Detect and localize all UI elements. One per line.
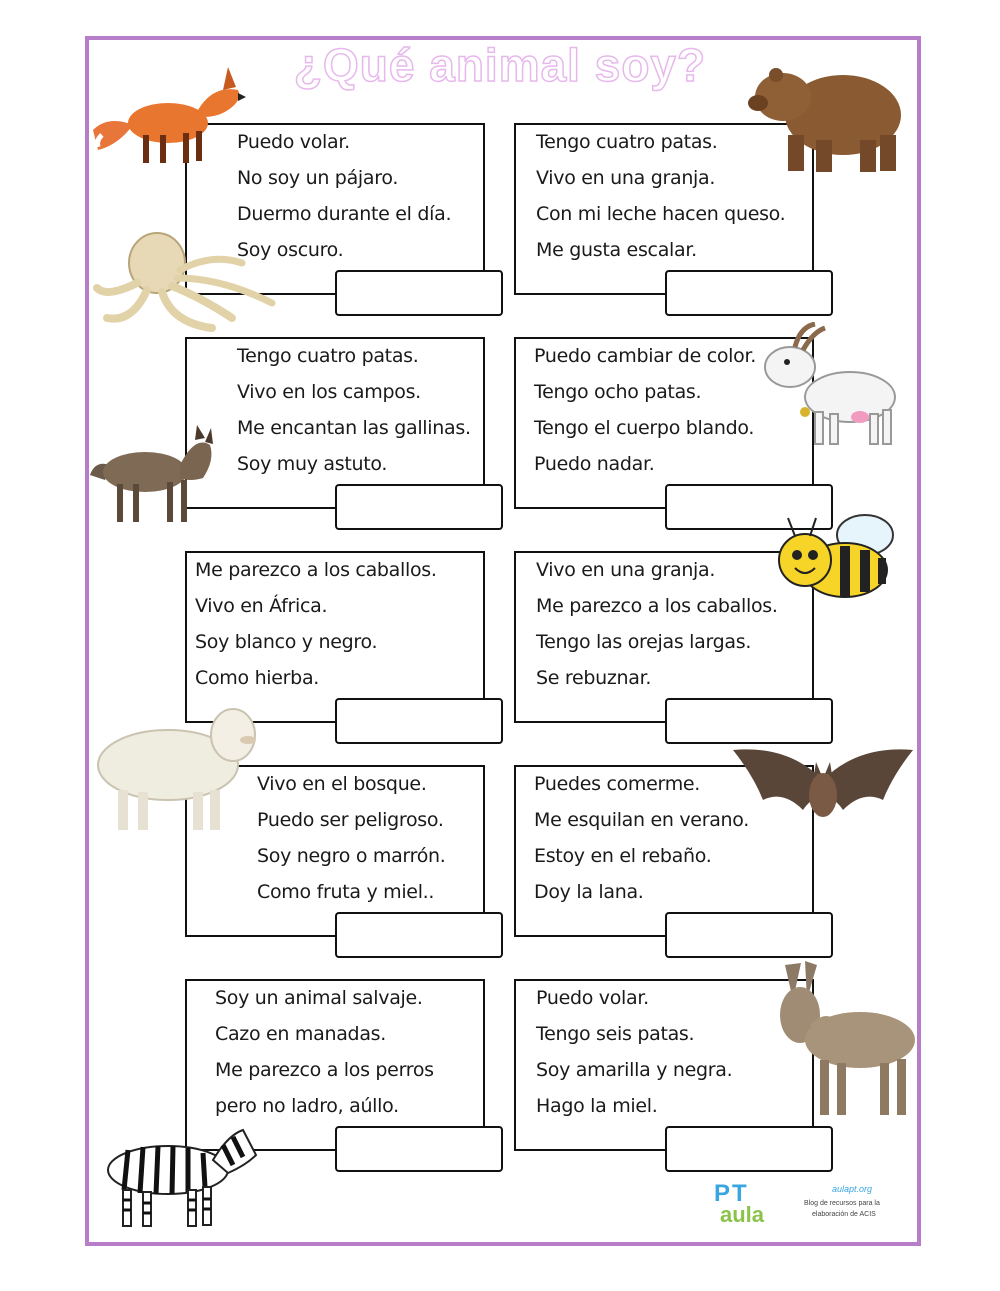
riddle-line: Soy negro o marrón. xyxy=(257,845,446,867)
riddle-line: Como fruta y miel.. xyxy=(257,881,435,903)
riddle-line: Con mi leche hacen queso. xyxy=(536,203,786,225)
bear-icon xyxy=(748,55,908,175)
donkey-icon xyxy=(765,955,925,1120)
zebra-icon xyxy=(88,1115,263,1230)
answer-box-7[interactable] xyxy=(335,912,503,958)
page-title: ¿Qué animal soy? xyxy=(293,39,707,91)
riddle-line: Soy blanco y negro. xyxy=(195,631,378,653)
answer-box-2[interactable] xyxy=(665,270,833,316)
riddle-line: Puedo volar. xyxy=(237,131,350,153)
fox-icon xyxy=(88,55,248,165)
riddle-line: Puedes comerme. xyxy=(534,773,701,795)
riddle-line: Soy muy astuto. xyxy=(237,453,388,475)
answer-box-8[interactable] xyxy=(665,912,833,958)
answer-box-6[interactable] xyxy=(665,698,833,744)
riddle-line: Vivo en una granja. xyxy=(536,167,716,189)
riddle-line: Vivo en una granja. xyxy=(536,559,716,581)
riddle-line: Cazo en manadas. xyxy=(215,1023,386,1045)
answer-box-1[interactable] xyxy=(335,270,503,316)
riddle-line: Vivo en el bosque. xyxy=(257,773,427,795)
riddle-line: Vivo en los campos. xyxy=(237,381,421,403)
riddle-line: Me parezco a los caballos. xyxy=(195,559,437,581)
riddle-line: Tengo ocho patas. xyxy=(534,381,702,403)
riddle-line: No soy un pájaro. xyxy=(237,167,399,189)
riddle-line: Tengo el cuerpo blando. xyxy=(534,417,755,439)
riddle-line: pero no ladro, aúllo. xyxy=(215,1095,399,1117)
riddle-line: Duermo durante el día. xyxy=(237,203,452,225)
riddle-line: Doy la lana. xyxy=(534,881,644,903)
logo-tagline-2: elaboración de ACIS xyxy=(812,1211,876,1218)
logo-word: aula xyxy=(720,1202,765,1227)
riddle-line: Me gusta escalar. xyxy=(536,239,697,261)
riddle-line: Me encantan las gallinas. xyxy=(237,417,471,439)
riddle-line: Soy un animal salvaje. xyxy=(215,987,423,1009)
bat-icon xyxy=(728,740,918,835)
riddle-line: Me parezco a los caballos. xyxy=(536,595,778,617)
riddle-line: Se rebuznar. xyxy=(536,667,652,689)
logo-tagline-1: Blog de recursos para la xyxy=(804,1200,880,1207)
riddle-line: Tengo seis patas. xyxy=(536,1023,695,1045)
riddle-line: Estoy en el rebaño. xyxy=(534,845,712,867)
riddle-line: Tengo las orejas largas. xyxy=(536,631,752,653)
riddle-line: Soy oscuro. xyxy=(237,239,344,261)
riddle-line: Puedo nadar. xyxy=(534,453,655,475)
riddle-line: Vivo en África. xyxy=(195,595,328,617)
riddle-line: Puedo ser peligroso. xyxy=(257,809,444,831)
riddle-line: Puedo cambiar de color. xyxy=(534,345,756,367)
logo-site: aulapt.org xyxy=(832,1184,873,1194)
riddle-line: Hago la miel. xyxy=(536,1095,658,1117)
octopus-icon xyxy=(92,228,282,338)
riddle-line: Me esquilan en verano. xyxy=(534,809,750,831)
riddle-line: Puedo volar. xyxy=(536,987,649,1009)
answer-box-3[interactable] xyxy=(335,484,503,530)
bee-icon xyxy=(770,510,900,605)
riddle-line: Tengo cuatro patas. xyxy=(237,345,419,367)
riddle-line: Como hierba. xyxy=(195,667,320,689)
logo xyxy=(712,1180,912,1235)
answer-box-9[interactable] xyxy=(335,1126,503,1172)
goat-icon xyxy=(755,322,905,452)
riddle-line: Soy amarilla y negra. xyxy=(536,1059,733,1081)
answer-box-5[interactable] xyxy=(335,698,503,744)
logo-pt: PT xyxy=(714,1180,749,1207)
answer-box-10[interactable] xyxy=(665,1126,833,1172)
riddle-line: Tengo cuatro patas. xyxy=(536,131,718,153)
riddle-line: Me parezco a los perros xyxy=(215,1059,434,1081)
sheep-icon xyxy=(88,700,263,835)
wolf-icon xyxy=(85,420,225,525)
